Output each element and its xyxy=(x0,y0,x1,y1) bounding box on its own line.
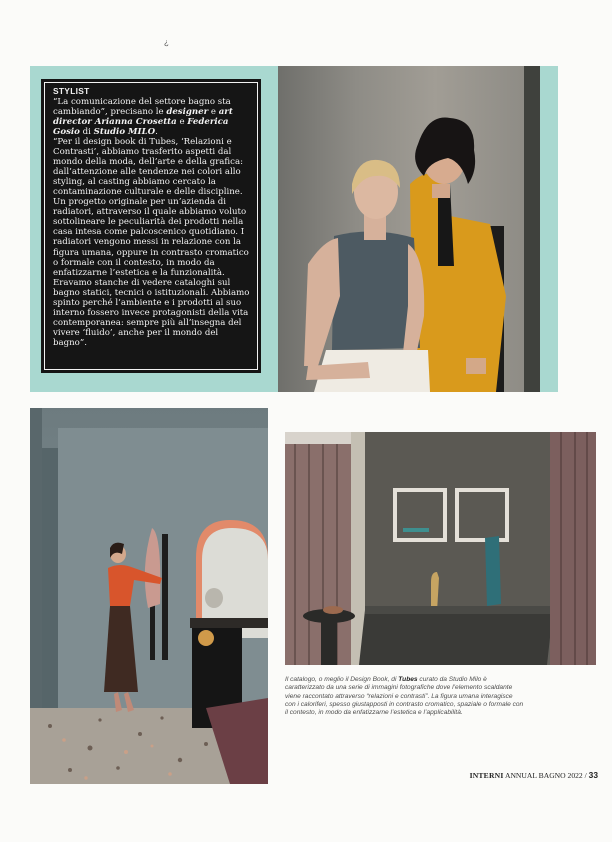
designer-term: designer xyxy=(166,106,209,117)
page-number: 33 xyxy=(588,770,598,780)
issue-name: ANNUAL BAGNO 2022 xyxy=(504,771,583,780)
studio-name: Studio MILO xyxy=(93,126,156,137)
folio-separator: / xyxy=(584,771,587,780)
stylist-kicker: STYLIST xyxy=(53,86,90,96)
scene-left-illustration xyxy=(30,408,268,784)
portrait-illustration xyxy=(278,66,540,392)
scan-mark: ¿ xyxy=(164,38,169,47)
art-director-name: art director Arianna Crosetta xyxy=(53,106,233,127)
portrait-edge-stripe xyxy=(524,66,540,392)
caption-brand: Tubes xyxy=(398,676,418,683)
stylist-quote: “Per il design book di Tubes, ‘Relazioni e Contrasti’, abbiamo trasferito aspetti dal mondo della moda, dell’arte e della grafica: dall’attenzione alle tendenze nei colori allo styling, al casting abbiamo cercato la contaminazione culturale e delle discipline. Un progetto originale per un’azienda di radiatori, attraverso il quale abbiamo voluto sottolineare le peculiarità dei prodotti nella casa intesa come palcoscenico quotidiano. I radiatori vengono messi in relazione con la figura umana, oppure in contrasto cromatico o formale con il contesto, in modo da enfatizzarne l’estetica e la funzionalità. Eravamo stanche di vedere cataloghi sul bagno statici, tecnici o istituzionali. Abbiamo spinto perché l’ambiente e i prodotti al suo interno fossero invece protagonisti della vita contemporanea: sempre più all’insegna del vivere ‘fluido’, anche per il mondo del bagno”. xyxy=(53,137,250,348)
designer-name: Federica Gosio xyxy=(53,116,229,137)
magazine-name: INTERNI xyxy=(469,771,504,780)
bathroom-scene-radiator-photo xyxy=(30,408,268,784)
stylist-intro: “La comunicazione del settore bagno sta cambiando”, precisano le designer e art director Arianna Crosetta e Federica Gosio di Studio MILO. xyxy=(53,96,233,137)
designers-portrait-photo xyxy=(278,66,540,392)
bathroom-tub-radiator-photo xyxy=(285,432,596,665)
photo-caption: Il catalogo, o meglio il Design Book, di Tubes curato da Studio Milo è caratterizzato da una serie di immagini fotografiche dove l’elemento scaldante viene raccontato attraverso “relazioni e contrasti”. La figura umana interagisce con i caloriferi, spesso giustapposti in contrasto cromatico, spaziale o formale con il contesto, in modo da enfatizzarne l’estetica e l’applicabilità. xyxy=(285,676,524,717)
scene-right-illustration xyxy=(285,432,596,665)
page-folio xyxy=(470,770,598,780)
stylist-text-box xyxy=(44,82,258,370)
